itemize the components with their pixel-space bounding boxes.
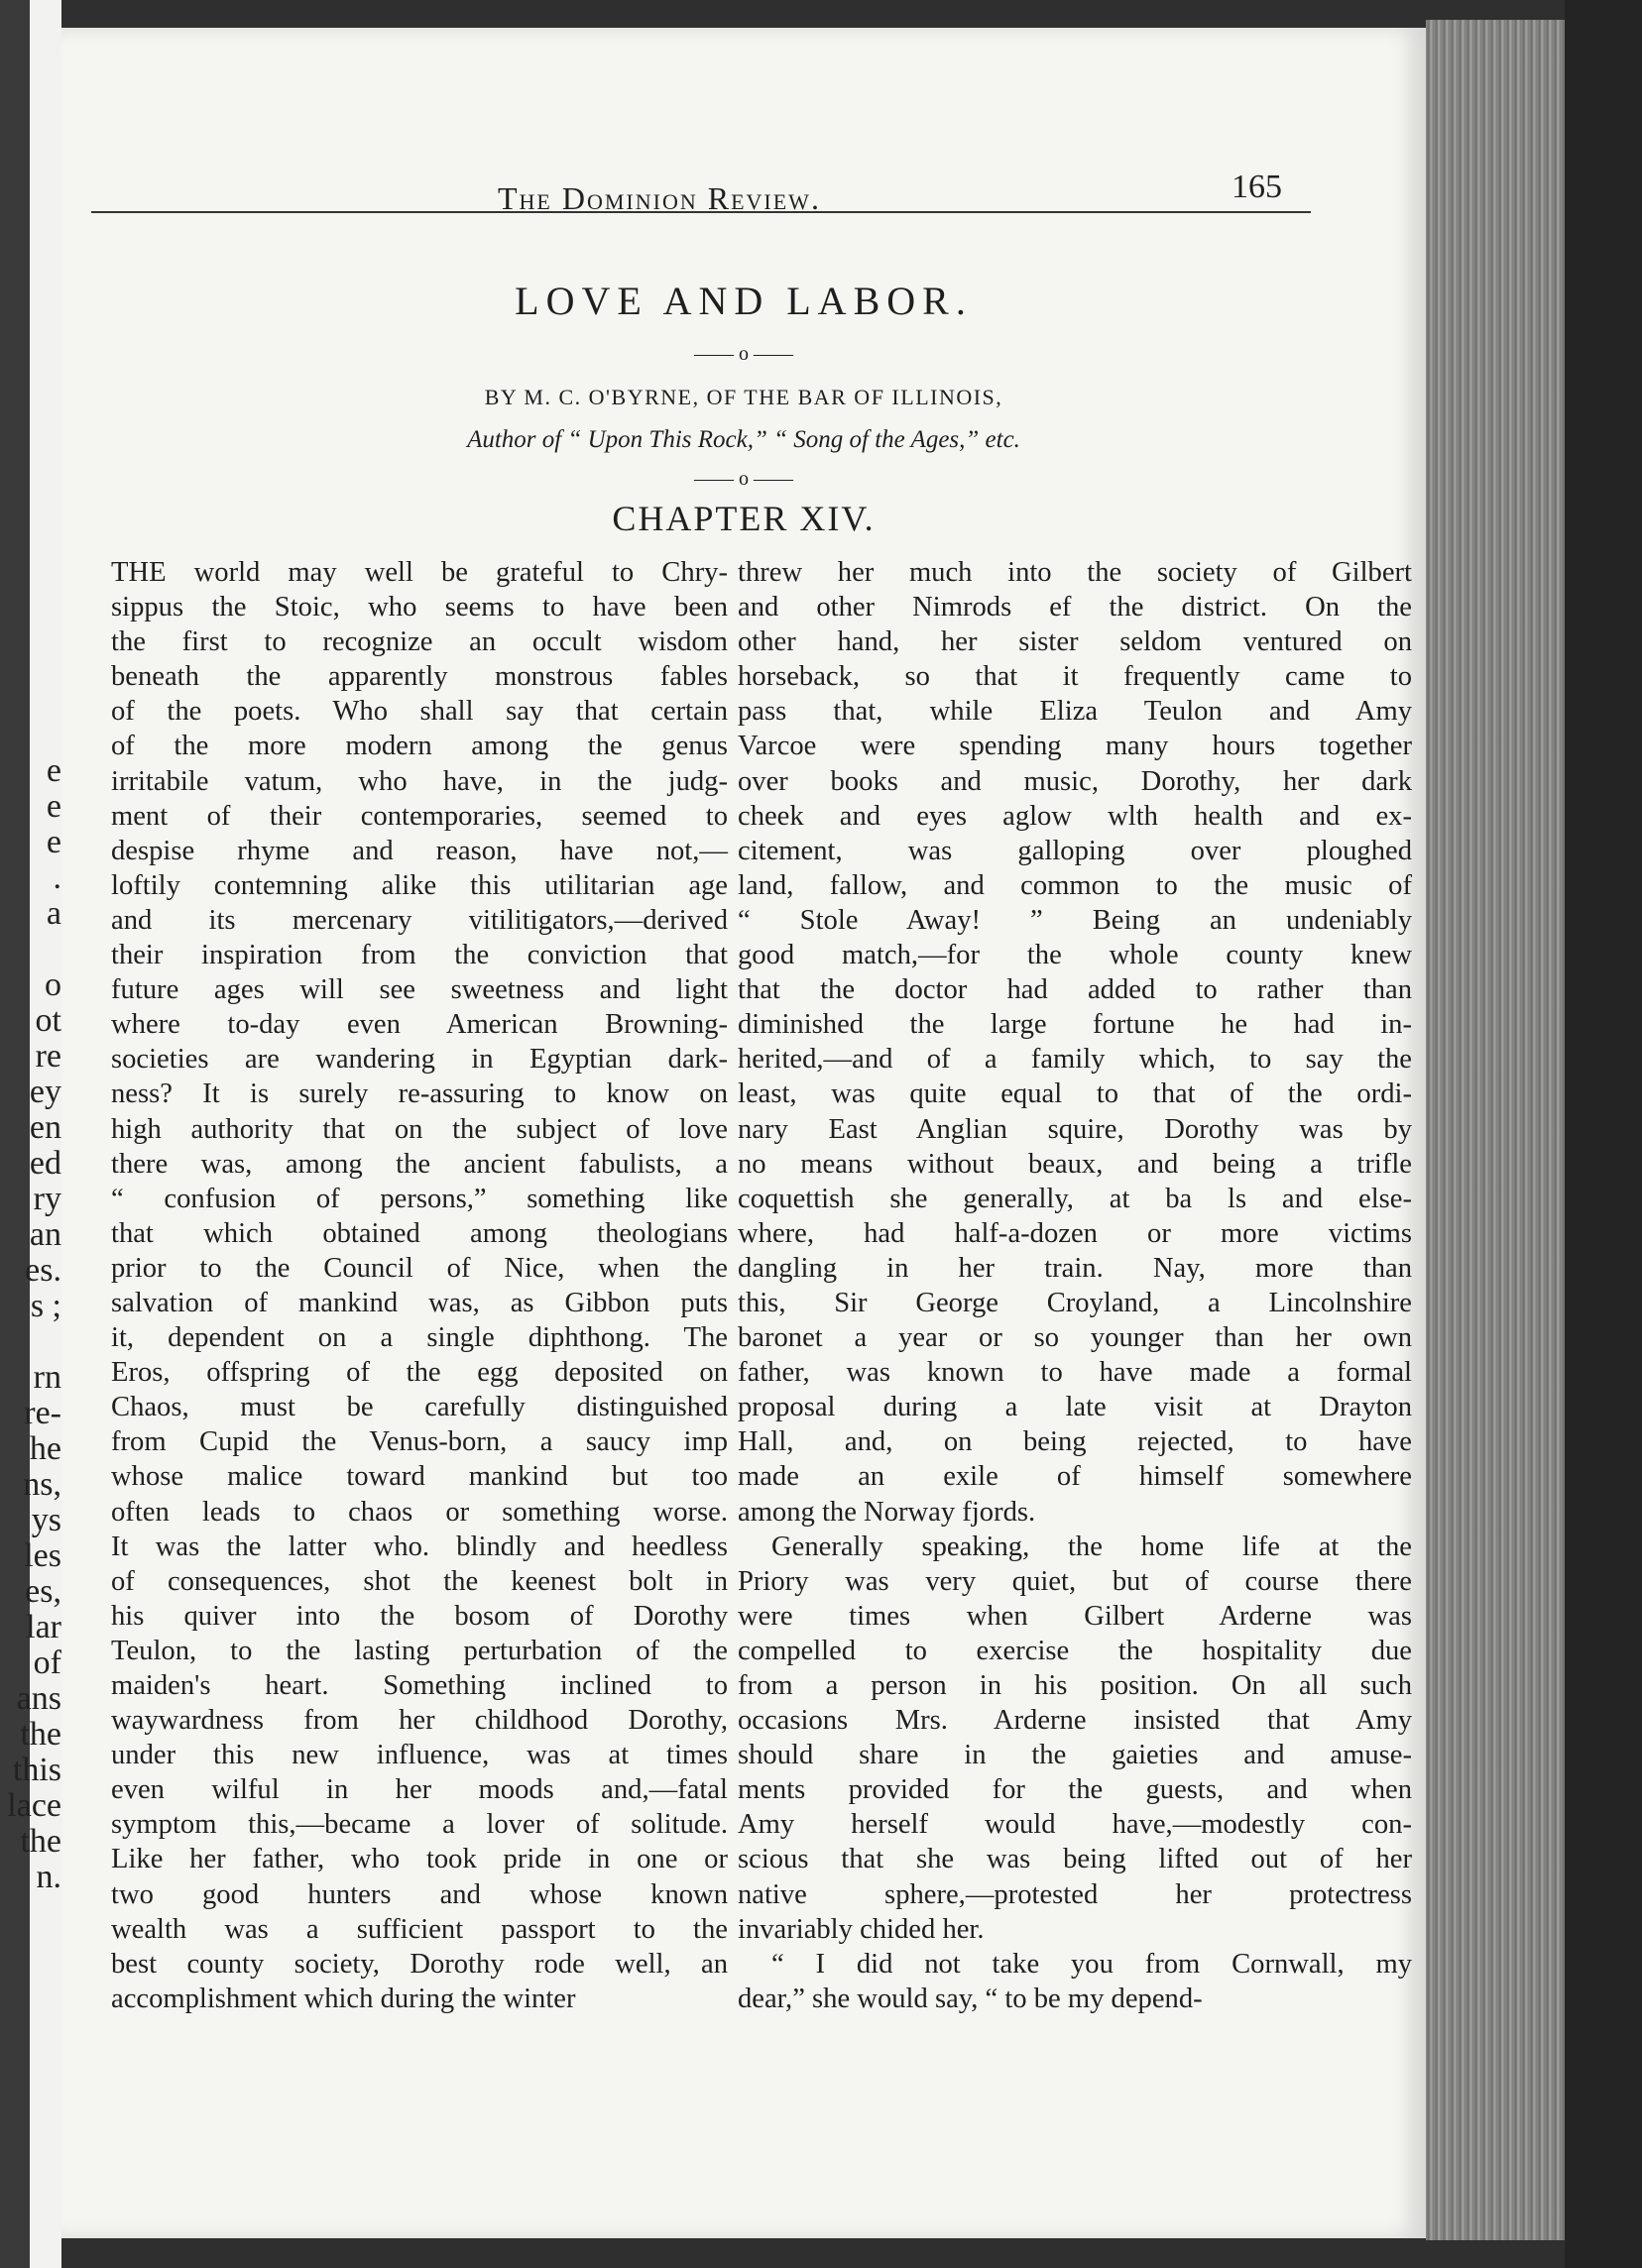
text-line: “ Stole Away! ” Being an undeniably [738, 904, 1412, 936]
text-line: least, was quite equal to that of the ordi- [738, 1078, 1412, 1110]
text-line: two good hunters and whose known [111, 1878, 728, 1910]
running-head [61, 139, 1426, 216]
facing-page-fragment: re- [24, 1396, 61, 1431]
facing-page-fragment: ns, [23, 1467, 61, 1503]
text-line: THE world may well be grateful to Chry- [111, 557, 728, 588]
text-line: and its mercenary vitilitigators,—derived [111, 904, 728, 936]
text-line: sippus the Stoic, who seems to have been [111, 592, 728, 624]
page-number: 165 [1232, 169, 1282, 205]
text-line: herited,—and of a family which, to say the [738, 1044, 1412, 1076]
facing-page-fragment: lace [7, 1788, 61, 1824]
body-column-left [111, 555, 728, 2016]
text-line: made an exile of himself somewhere [738, 1461, 1412, 1493]
text-line: of consequences, shot the keenest bolt in [111, 1565, 728, 1597]
text-line: of the poets. Who shall say that certain [111, 696, 728, 728]
body-column-right [738, 555, 1412, 2016]
facing-page-fragment: o [45, 967, 61, 1003]
text-line: this, Sir George Croyland, a Lincolnshire [738, 1287, 1412, 1318]
facing-page-fragment: re [35, 1039, 61, 1075]
text-line: dear,” she would say, “ to be my depend- [738, 1983, 1203, 2014]
text-line: nary East Anglian squire, Dorothy was by [738, 1113, 1412, 1145]
text-line: the first to recognize an occult wisdom [111, 626, 728, 658]
header-rule [91, 211, 1311, 213]
text-line: societies are wandering in Egyptian dark- [111, 1044, 728, 1076]
text-line: Like her father, who took pride in one or [111, 1844, 728, 1875]
text-line: beneath the apparently monstrous fables [111, 661, 728, 693]
text-line: Varcoe were spending many hours together [738, 731, 1412, 762]
running-title: The Dominion Review. [498, 180, 821, 216]
text-line: coquettish she generally, at ba ls and else- [738, 1183, 1412, 1214]
facing-page-fragment: e [46, 789, 61, 825]
facing-page-fragment: e [46, 825, 61, 860]
text-line: there was, among the ancient fabulists, a [111, 1148, 728, 1180]
text-line: loftily contemning alike this utilitarian age [111, 869, 728, 901]
text-line: It was the latter who. blindly and heedless [111, 1531, 728, 1562]
text-line: baronet a year or so younger than her own [738, 1322, 1412, 1354]
text-line: no means without beaux, and being a trifle [738, 1148, 1412, 1180]
text-line: Eros, offspring of the egg deposited on [111, 1357, 728, 1389]
text-line: from Cupid the Venus-born, a saucy imp [111, 1426, 728, 1458]
facing-page-fragment: this [12, 1753, 61, 1788]
facing-page-fragment: n. [36, 1860, 61, 1895]
text-line: maiden's heart. Something inclined to [111, 1670, 728, 1701]
text-line: compelled to exercise the hospitality due [738, 1635, 1412, 1666]
facing-page-fragment: an [29, 1217, 61, 1253]
text-line: “ I did not take you from Cornwall, my [771, 1948, 1412, 1980]
text-line: his quiver into the bosom of Dorothy [111, 1600, 728, 1632]
scan-background-right [1565, 0, 1642, 2268]
text-line: even wilful in her moods and,—fatal [111, 1774, 728, 1806]
text-line: dangling in her train. Nay, more than [738, 1252, 1412, 1284]
text-line: accomplishment which during the winter [111, 1983, 576, 2014]
text-line: ments provided for the guests, and when [738, 1774, 1412, 1806]
facing-page-fragment: e [46, 753, 61, 789]
text-line: under this new influence, was at times [111, 1740, 728, 1771]
facing-page-fragment: of [33, 1645, 61, 1681]
text-line: Teulon, to the lasting perturbation of the [111, 1635, 728, 1666]
text-line: ment of their contemporaries, seemed to [111, 800, 728, 832]
text-line: their inspiration from the conviction that [111, 940, 728, 971]
facing-page-fragment: ry [33, 1182, 61, 1217]
book-page-edges [1426, 20, 1565, 2240]
text-line: occasions Mrs. Arderne insisted that Amy [738, 1705, 1412, 1737]
facing-page-fragment: lar [26, 1610, 61, 1645]
facing-page-fragment: en [29, 1110, 61, 1146]
text-line: Hall, and, on being rejected, to have [738, 1426, 1412, 1458]
text-line: citement, was galloping over ploughed [738, 835, 1412, 866]
text-line: threw her much into the society of Gilbert [738, 557, 1412, 588]
text-line: waywardness from her childhood Dorothy, [111, 1705, 728, 1737]
text-line: good match,—for the whole county knew [738, 940, 1412, 971]
facing-page-fragment: rn [33, 1360, 61, 1396]
text-line: that which obtained among theologians [111, 1217, 728, 1249]
text-line: among the Norway fjords. [738, 1496, 1036, 1528]
article-title: LOVE AND LABOR. [515, 279, 973, 323]
facing-page-fragment: he [29, 1431, 61, 1467]
text-line: whose malice toward mankind but too [111, 1461, 728, 1493]
facing-page-fragment [0, 932, 61, 967]
text-line: and other Nimrods ef the district. On the [738, 592, 1412, 624]
text-line: scious that she was being lifted out of her [738, 1844, 1412, 1875]
text-line: it, dependent on a single diphthong. The [111, 1322, 728, 1354]
facing-page-fragment: ed [29, 1146, 61, 1182]
text-line: prior to the Council of Nice, when the [111, 1252, 728, 1284]
ornament-divider: —— o —— [694, 343, 793, 365]
facing-page-fragment: a [46, 896, 61, 932]
facing-page-fragment [0, 1324, 61, 1360]
text-line: father, was known to have made a formal [738, 1357, 1412, 1389]
facing-page-fragment: ans [16, 1681, 61, 1717]
facing-page-fragment: ot [35, 1003, 61, 1039]
facing-page-fragments [0, 753, 61, 1895]
text-line: Priory was very quiet, but of course there [738, 1565, 1412, 1597]
text-line: invariably chided her. [738, 1913, 985, 1945]
text-line: proposal during a late visit at Drayton [738, 1392, 1412, 1423]
facing-page-fragment: the [20, 1717, 61, 1753]
text-line: “ confusion of persons,” something like [111, 1183, 728, 1214]
text-line: other hand, her sister seldom ventured on [738, 626, 1412, 658]
text-line: often leads to chaos or something worse. [111, 1496, 728, 1528]
text-line: land, fallow, and common to the music of [738, 869, 1412, 901]
text-line: horseback, so that it frequently came to [738, 661, 1412, 693]
facing-page-fragment: s ; [30, 1289, 61, 1324]
text-line: cheek and eyes aglow wlth health and ex- [738, 800, 1412, 832]
text-line: where to-day even American Browning- [111, 1009, 728, 1041]
text-line: wealth was a sufficient passport to the [111, 1913, 728, 1945]
facing-page-fragment: es. [25, 1253, 61, 1289]
text-line: despise rhyme and reason, have not,— [111, 835, 728, 866]
text-line: future ages will see sweetness and light [111, 974, 728, 1006]
text-line: over books and music, Dorothy, her dark [738, 765, 1412, 797]
article-byline: BY M. C. O'BYRNE, OF THE BAR OF ILLINOIS, [484, 385, 1003, 409]
text-line: were times when Gilbert Arderne was [738, 1600, 1412, 1632]
facing-page-fragment: ys [31, 1503, 61, 1538]
chapter-heading: CHAPTER XIV. [612, 499, 876, 538]
text-line: ness? It is surely re-assuring to know on [111, 1078, 728, 1110]
text-line: best county society, Dorothy rode well, an [111, 1948, 728, 1980]
text-line: irritabile vatum, who have, in the judg- [111, 765, 728, 797]
facing-page-fragment: the [20, 1824, 61, 1860]
text-line: salvation of mankind was, as Gibbon puts [111, 1287, 728, 1318]
text-line: diminished the large fortune he had in- [738, 1009, 1412, 1041]
text-line: pass that, while Eliza Teulon and Amy [738, 696, 1412, 728]
text-line: Generally speaking, the home life at the [771, 1531, 1412, 1562]
facing-page-fragment: les [24, 1538, 61, 1574]
text-line: should share in the gaieties and amuse- [738, 1740, 1412, 1771]
text-line: Amy herself would have,—modestly con- [738, 1809, 1412, 1841]
text-line: symptom this,—became a lover of solitude. [111, 1809, 728, 1841]
ornament-divider-2: —— o —— [694, 468, 793, 490]
text-line: Chaos, must be carefully distinguished [111, 1392, 728, 1423]
text-line: high authority that on the subject of love [111, 1113, 728, 1145]
text-line: where, had half-a-dozen or more victims [738, 1217, 1412, 1249]
facing-page-fragment: es, [25, 1574, 61, 1610]
facing-page-fragment: . [53, 860, 61, 896]
text-line: from a person in his position. On all such [738, 1670, 1412, 1701]
book-page [61, 28, 1426, 2238]
text-line: of the more modern among the genus [111, 731, 728, 762]
facing-page-fragment: ey [29, 1075, 61, 1110]
author-works: Author of “ Upon This Rock,” “ Song of the Ages,” etc. [467, 426, 1020, 453]
text-line: that the doctor had added to rather than [738, 974, 1412, 1006]
text-line: native sphere,—protested her protectress [738, 1878, 1412, 1910]
